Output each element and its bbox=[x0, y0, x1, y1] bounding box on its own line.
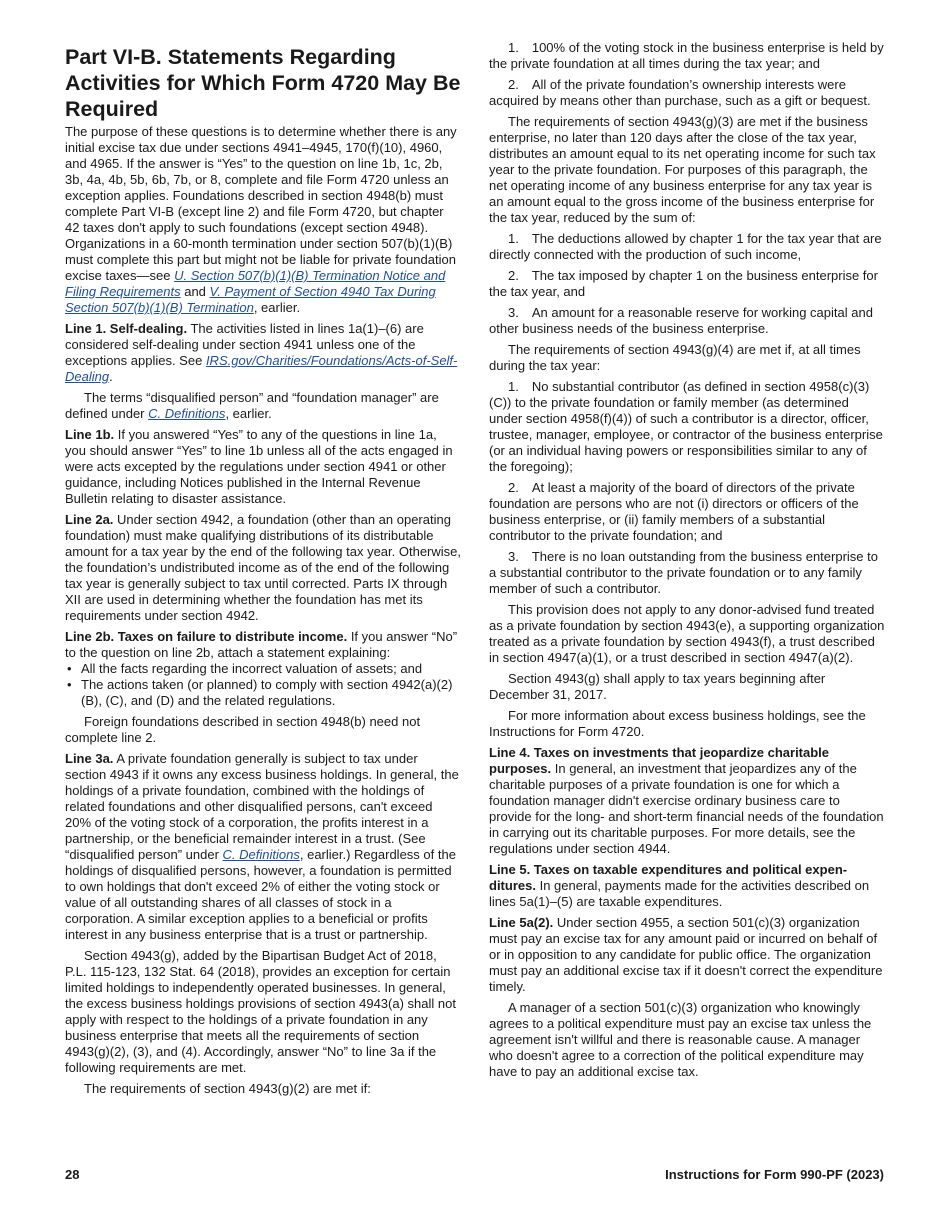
line4-heading: Line 4. Taxes on investments that jeopardize charitable purposes. bbox=[489, 745, 830, 776]
line1-text: The activities listed in lines 1a(1)–(6) are considered self-dealing under section 4941 unless one of the exceptions applies. See bbox=[65, 321, 424, 368]
line2a-text: Under section 4942, a foundation (other than an operating foundation) must make qualifying distributions of its distributable amount for a tax year by the end of the following tax year. Otherwise, the foundation’s undistributed income as of the end of the following tax year is generally subject to tax until corrected. Parts IX through XII are used in determining whether the foundation has met its requirements under section 4942. bbox=[65, 512, 461, 623]
list-item bbox=[65, 677, 461, 709]
line5a2-heading: Line 5a(2). bbox=[489, 915, 554, 930]
applies-paragraph: Section 4943(g) shall apply to tax years beginning after December 31, 2017. bbox=[489, 671, 826, 702]
right-column bbox=[489, 40, 885, 1085]
bullet-icon: • bbox=[67, 677, 72, 692]
line2b-text: If you answer “No” to the question on line 2b, attach a statement explaining: bbox=[65, 629, 458, 660]
intro-text-and: and bbox=[180, 284, 210, 299]
req-4943g3-item-1: 1. The deductions allowed by chapter 1 for the tax year that are directly connected with the production of such income, bbox=[489, 231, 882, 262]
left-column bbox=[65, 40, 461, 1102]
line2b-heading: Line 2b. Taxes on failure to distribute income. bbox=[65, 629, 348, 644]
req-4943g4-item-3: 3. There is no loan outstanding from the business enterprise to a substantial contributor to the private foundation or to any family member of such a contributor. bbox=[489, 549, 878, 596]
bullet-text: All the facts regarding the incorrect valuation of assets; and bbox=[81, 661, 423, 676]
req-4943g2-item-2: 2. All of the private foundation’s ownership interests were acquired by means other than purchase, such as a gift or bequest. bbox=[489, 77, 871, 108]
line4-paragraph bbox=[489, 745, 885, 857]
line5-heading: Line 5. Taxes on taxable expenditures and political expenditures. bbox=[489, 862, 848, 893]
req-4943g3-item-3: 3. An amount for a reasonable reserve for working capital and other business needs of the business enterprise. bbox=[489, 305, 873, 336]
line2a-heading: Line 2a. bbox=[65, 512, 114, 527]
page-number: 28 bbox=[65, 1167, 80, 1182]
section-4943g-paragraph: Section 4943(g), added by the Bipartisan Budget Act of 2018, P.L. 115-123, 132 Stat. 64 (2018), provides an exception for certain limited holdings to independently operated businesses. In general, the excess business holdings provisions of section 4943(a) shall not apply with respect to the holdings of a private foundation in any business enterprise that meets all the requirements of section 4943(g)(2), (3), and (4). Accordingly, answer “No” to line 3a if the following requirements are met. bbox=[65, 948, 456, 1075]
line2b-bullet-list bbox=[65, 661, 461, 709]
req-4943g4-intro: The requirements of section 4943(g)(4) are met if, at all times during the tax year: bbox=[489, 342, 861, 373]
intro-text: The purpose of these questions is to determine whether there is any initial excise tax due under sections 4941–4945, 170(f)(10), 4960, and 4965. If the answer is “Yes” to the question on line 1b, 1c, 2b, 3b, 4a, 4b, 5b, 6b, 7b, or 8, complete and file Form 4720 unless an exception applies. Foundations described in section 4948(b) must complete Part VI-B (except line 2) and file Form 4720, but chapter 42 taxes don't apply to such foundations (except section 4948). Organizations in a 60-month termination under section 507(b)(1)(B) must complete this part but might not be liable for private foundation excise taxes—see bbox=[65, 124, 457, 283]
intro-paragraph bbox=[65, 124, 461, 316]
bullet-text: The actions taken (or planned) to comply with section 4942(a)(2)(B), (C), and (D) and the related regulations. bbox=[81, 677, 453, 708]
line3a-text-end: , earlier.) Regardless of the holdings of disqualified persons, however, a foundation is permitted to own holdings that don't exceed 2% of either the voting stock or value of all outstanding shares of all classes of stock in a corporation. A similar exception applies to a beneficial or profits interest in any business enterprise that is a trust or partnership. bbox=[65, 847, 456, 942]
line2a-paragraph bbox=[65, 512, 461, 624]
link-section-507-termination[interactable]: U. Section 507(b)(1)(B) Termination Notice and Filing Requirements bbox=[65, 268, 446, 299]
footer-form-title: Instructions for Form 990-PF (2023) bbox=[665, 1167, 884, 1182]
line3a-text: A private foundation generally is subject to tax under section 4943 if it owns any excess business holdings. In general, the holdings of a private foundation, combined with the holdings of related foundations and other disqualified persons, can't exceed 20% of the voting stock of a corporation, the profits interest in a partnership, or the beneficial remainder interest in a trust. (See “disqualified person” under bbox=[65, 751, 459, 862]
req-4943g2-intro: The requirements of section 4943(g)(2) are met if: bbox=[84, 1081, 371, 1096]
manager-paragraph: A manager of a section 501(c)(3) organization who knowingly agrees to a political expenditure must pay an excise tax unless the agreement isn't willful and there is reasonable cause. A manager who doesn't agree to a correction of the political expenditure may have to pay an additional excise tax. bbox=[489, 1000, 872, 1079]
line1b-heading: Line 1b. bbox=[65, 427, 115, 442]
bullet-icon: • bbox=[67, 661, 72, 676]
line4-text: In general, an investment that jeopardizes any of the charitable purposes of a private foundation is one for which a foundation manager didn't exercise ordinary business care to provide for the long- and short-term financial needs of the foundation in carrying out its charitable purposes. For more details, see the regulations under section 4944. bbox=[489, 761, 884, 856]
intro-text-end: , earlier. bbox=[253, 300, 301, 315]
line5-paragraph bbox=[489, 862, 885, 910]
line3a-heading: Line 3a. bbox=[65, 751, 114, 766]
line5a2-text: Under section 4955, a section 501(c)(3) organization must pay an excise tax for any amount paid or incurred on behalf of or in opposition to any candidate for public office. The organization must pay an additional excise tax if it doesn't correct the expenditure timely. bbox=[489, 915, 883, 994]
req-4943g2-item-1: 1. 100% of the voting stock in the business enterprise is held by the private foundation at all times during the tax year; and bbox=[489, 40, 884, 71]
line1b-paragraph bbox=[65, 427, 461, 507]
terms-paragraph bbox=[65, 390, 461, 422]
link-payment-section-4940[interactable]: V. Payment of Section 4940 Tax During Section 507(b)(1)(B) Termination bbox=[65, 284, 436, 315]
line5a2-paragraph bbox=[489, 915, 885, 995]
section-heading: Part VI-B. Statements Regarding Activities for Which Form 4720 May Be Required bbox=[65, 45, 461, 121]
req-4943g3-item-2: 2. The tax imposed by chapter 1 on the business enterprise for the tax year, and bbox=[489, 268, 878, 299]
line3a-paragraph bbox=[65, 751, 461, 943]
line1b-text: If you answered “Yes” to any of the questions in line 1a, you should answer “Yes” to line 1b unless all of the acts engaged in were acts excepted by the regulations under section 4941 or other guidance, including Notices published in the Internal Revenue Bulletin relating to disaster assistance. bbox=[65, 427, 453, 506]
terms-text-end: , earlier. bbox=[225, 406, 272, 421]
line2b-paragraph bbox=[65, 629, 461, 661]
req-4943g4-item-2: 2. At least a majority of the board of directors of the private foundation are persons who are not (i) directors or officers of the business enterprise, or (ii) family members of a substantial contributor to the private foundation; and bbox=[489, 480, 859, 543]
link-acts-of-self-dealing[interactable]: IRS.gov/Charities/Foundations/Acts-of-Self-Dealing bbox=[65, 353, 458, 384]
foreign-foundations-paragraph: Foreign foundations described in section 4948(b) need not complete line 2. bbox=[65, 714, 421, 745]
line1-heading: Line 1. Self-dealing. bbox=[65, 321, 188, 336]
list-item bbox=[65, 661, 461, 677]
req-4943g3-intro: The requirements of section 4943(g)(3) are met if the business enterprise, no later than 120 days after the close of the tax year, distributes an amount equal to its net operating income for such tax year to the private foundation. For purposes of this paragraph, the net operating income of any business enterprise for any tax year is an amount equal to the gross income of the business enterprise for the tax year, reduced by the sum of: bbox=[489, 114, 876, 225]
more-info-paragraph: For more information about excess business holdings, see the Instructions for Form 4720. bbox=[489, 708, 866, 739]
req-4943g4-item-1: 1. No substantial contributor (as defined in section 4958(c)(3)(C)) to the private foundation or family member (as determined under section 4958(f)(4)) of such a contributor is a director, officer, trustee, manager, employee, or contractor of the business enterprise (or an individual having powers or responsibilities similar to any of the foregoing); bbox=[489, 379, 883, 474]
link-c-definitions-2[interactable]: C. Definitions bbox=[222, 847, 300, 862]
line5-text: In general, payments made for the activities described on lines 5a(1)–(5) are taxable expenditures. bbox=[489, 878, 870, 909]
link-c-definitions[interactable]: C. Definitions bbox=[148, 406, 226, 421]
line1-text-end: . bbox=[109, 369, 113, 384]
provision-paragraph: This provision does not apply to any donor-advised fund treated as a private foundation by section 4943(e), a supporting organization treated as a private foundation by section 4943(f), a trust described in section 4947(a)(1), or a trust described in section 4947(a)(2). bbox=[489, 602, 885, 665]
line1-paragraph bbox=[65, 321, 461, 385]
terms-text: The terms “disqualified person” and “foundation manager” are defined under bbox=[65, 390, 439, 421]
